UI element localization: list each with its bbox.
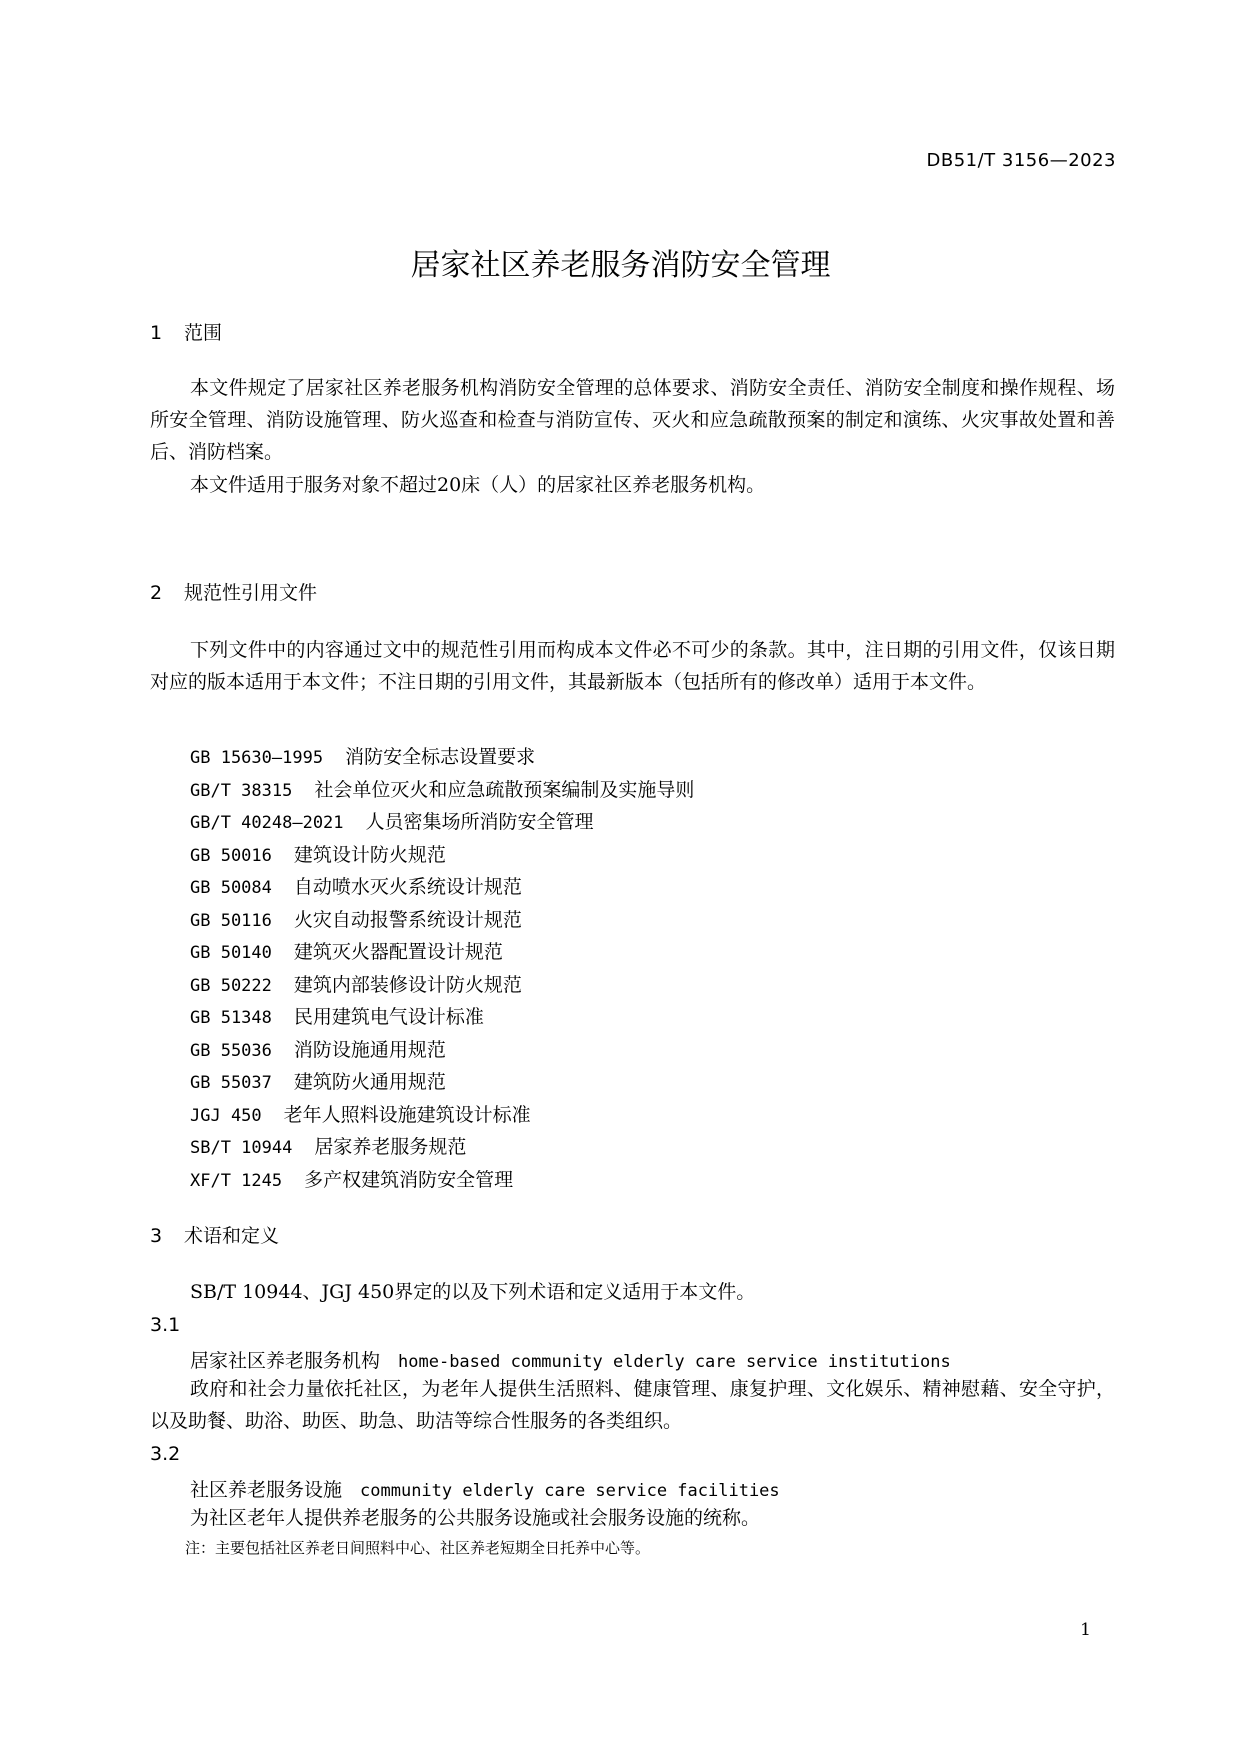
- scope-applicability-paragraph: 本文件适用于服务对象不超过20床（人）的居家社区养老服务机构。: [190, 474, 766, 496]
- document-title: 居家社区养老服务消防安全管理: [410, 248, 831, 283]
- term-definition: 为社区老年人提供养老服务的公共服务设施或社会服务设施的统称。: [190, 1507, 761, 1529]
- term-chinese: 居家社区养老服务机构: [190, 1350, 381, 1372]
- term-entry: [190, 1475, 780, 1502]
- reference-code: GB 50016: [190, 845, 272, 866]
- reference-item: [190, 806, 694, 839]
- section-number: 1: [150, 322, 163, 344]
- reference-title: 建筑防火通用规范: [293, 1071, 446, 1093]
- document-code: DB51/T 3156—2023: [926, 150, 1116, 171]
- term-note: 注：主要包括社区养老日间照料中心、社区养老短期全日托养中心等。: [185, 1539, 651, 1557]
- reference-code: JGJ 450: [190, 1105, 262, 1126]
- reference-code: GB 55037: [190, 1073, 272, 1093]
- term-english: home-based community elderly care service institutions: [398, 1352, 951, 1372]
- term-definition: 政府和社会力量依托社区，为老年人提供生活照料、健康管理、康复护理、文化娱乐、精神慰藉、安全守护，以及助餐、助浴、助医、助急、助洁等综合性服务的各类组织。: [150, 1378, 1115, 1432]
- reference-code: GB 50116: [190, 910, 272, 931]
- reference-item: [190, 1131, 694, 1164]
- reference-item: [190, 1099, 694, 1132]
- reference-code: GB 50222: [190, 975, 272, 996]
- reference-list: [190, 741, 694, 1196]
- page-number: 1: [1080, 1620, 1091, 1640]
- reference-item: [190, 1001, 694, 1034]
- reference-code: GB 55036: [190, 1040, 272, 1061]
- reference-item: [190, 904, 694, 937]
- reference-title: 建筑灭火器配置设计规范: [293, 941, 503, 963]
- reference-item: [190, 936, 694, 969]
- reference-title: 消防设施通用规范: [293, 1038, 446, 1061]
- section-number: 3: [150, 1225, 163, 1247]
- reference-title: 建筑设计防火规范: [293, 843, 446, 866]
- terms-intro: SB/T 10944、JGJ 450界定的以及下列术语和定义适用于本文件。: [190, 1281, 756, 1303]
- term-chinese: 社区养老服务设施: [190, 1479, 343, 1501]
- section-1-heading: [150, 318, 222, 345]
- reference-item: [190, 741, 694, 774]
- reference-code: GB 51348: [190, 1008, 272, 1028]
- reference-title: 社会单位灭火和应急疏散预案编制及实施导则: [314, 778, 695, 801]
- reference-item: [190, 839, 694, 872]
- reference-item: [190, 969, 694, 1002]
- reference-code: GB 50140: [190, 943, 272, 963]
- reference-item: [190, 1164, 694, 1197]
- reference-title: 消防安全标志设置要求: [345, 746, 536, 768]
- reference-code: GB/T 38315: [190, 780, 293, 801]
- reference-title: 建筑内部装修设计防火规范: [293, 973, 522, 996]
- reference-title: 火灾自动报警系统设计规范: [293, 908, 522, 931]
- section-number: 2: [150, 582, 163, 604]
- scope-paragraph: 本文件规定了居家社区养老服务机构消防安全管理的总体要求、消防安全责任、消防安全制度和操作规程、场所安全管理、消防设施管理、防火巡查和检查与消防宣传、灭火和应急疏散预案的制定和演练、火灾事故处置和善后、消防档案。: [150, 377, 1115, 463]
- section-title: 术语和定义: [184, 1225, 280, 1247]
- section-2-heading: [150, 578, 317, 605]
- term-english: community elderly care service facilities: [360, 1481, 780, 1501]
- reference-title: 民用建筑电气设计标准: [293, 1006, 484, 1028]
- reference-item: [190, 871, 694, 904]
- reference-code: GB 15630—1995: [190, 748, 324, 768]
- term-entry: [190, 1346, 951, 1373]
- reference-title: 人员密集场所消防安全管理: [365, 811, 594, 833]
- reference-title: 居家养老服务规范: [314, 1136, 467, 1158]
- references-intro: 下列文件中的内容通过文中的规范性引用而构成本文件必不可少的条款。其中，注日期的引用文件，仅该日期对应的版本适用于本文件；不注日期的引用文件，其最新版本（包括所有的修改单）适用于本文件。: [150, 639, 1115, 693]
- term-number: 3.2: [150, 1443, 181, 1465]
- section-title: 规范性引用文件: [184, 582, 318, 604]
- reference-title: 自动喷水灭火系统设计规范: [293, 876, 522, 898]
- section-3-heading: [150, 1221, 279, 1248]
- reference-title: 多产权建筑消防安全管理: [304, 1168, 514, 1191]
- section-title: 范围: [184, 322, 223, 344]
- reference-title: 老年人照料设施建筑设计标准: [283, 1103, 531, 1126]
- reference-item: [190, 1034, 694, 1067]
- reference-code: XF/T 1245: [190, 1170, 283, 1191]
- reference-code: GB/T 40248—2021: [190, 813, 344, 833]
- term-number: 3.1: [150, 1314, 181, 1336]
- reference-code: GB 50084: [190, 878, 272, 898]
- reference-code: SB/T 10944: [190, 1138, 293, 1158]
- reference-item: [190, 1066, 694, 1099]
- reference-item: [190, 774, 694, 807]
